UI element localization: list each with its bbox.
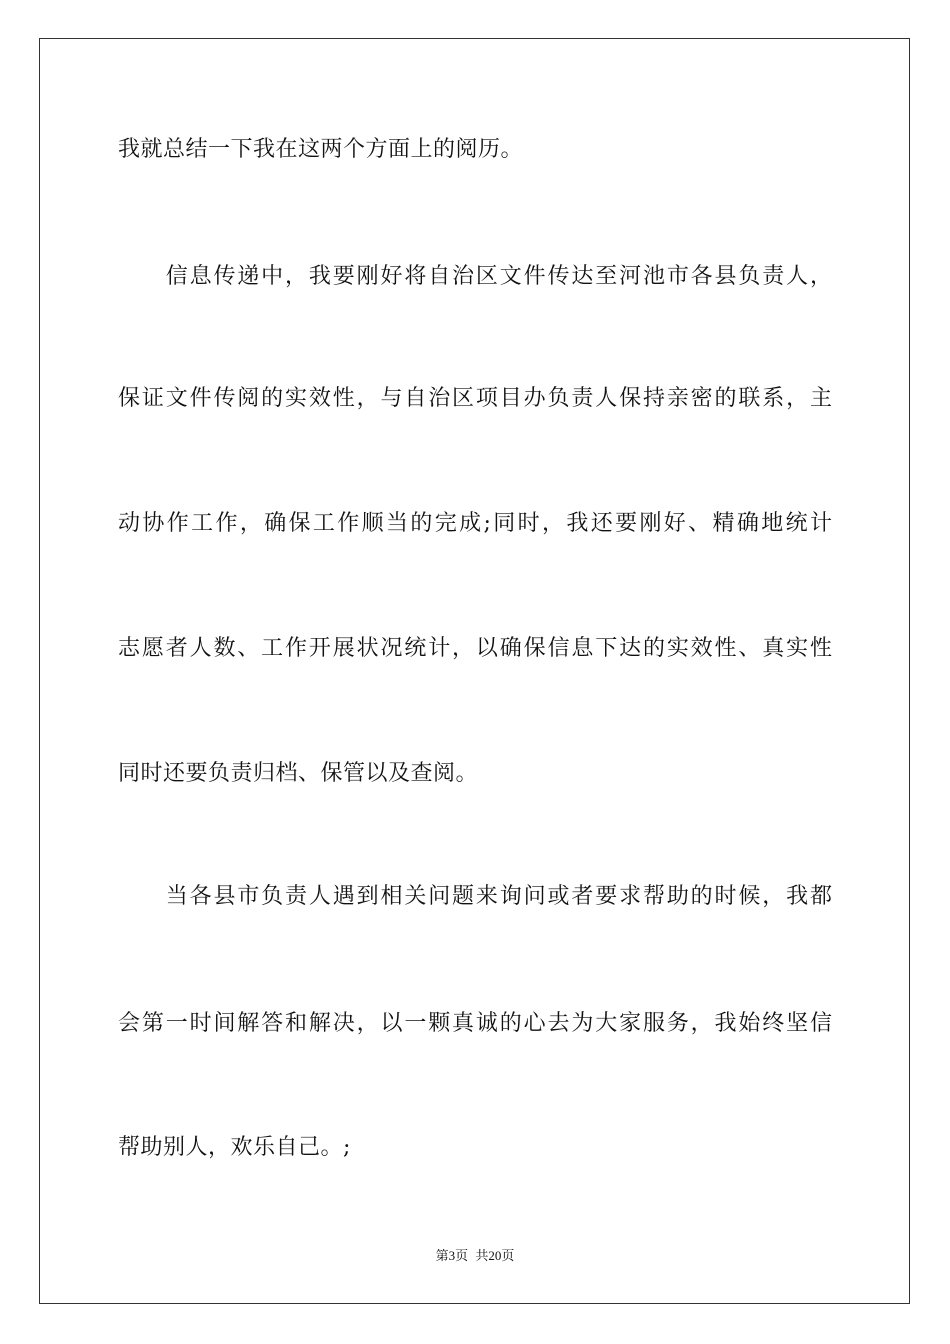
- page-footer: [0, 1247, 950, 1265]
- paragraph-line-1: 我就总结一下我在这两个方面上的阅历。: [118, 137, 524, 162]
- paragraph-line-6: 同时还要负责归档、保管以及查阅。: [118, 761, 479, 786]
- page-number: 第3页: [435, 1248, 469, 1263]
- paragraph-line-5: 志愿者人数、工作开展状况统计，以确保信息下达的实效性、真实性: [118, 636, 832, 661]
- paragraph-line-8: 会第一时间解答和解决，以一颗真诚的心去为大家服务，我始终坚信: [118, 1011, 832, 1036]
- page-border: [39, 38, 910, 1304]
- paragraph-line-7: 当各县市负责人遇到相关问题来询问或者要求帮助的时候，我都: [118, 884, 832, 909]
- paragraph-line-9: 帮助别人，欢乐自己。;: [118, 1135, 351, 1160]
- paragraph-line-4: 动协作工作，确保工作顺当的完成;同时，我还要刚好、精确地统计: [118, 511, 832, 536]
- total-pages: 共20页: [475, 1248, 515, 1263]
- paragraph-line-2: 信息传递中，我要刚好将自治区文件传达至河池市各县负责人，: [118, 264, 832, 289]
- paragraph-line-3: 保证文件传阅的实效性，与自治区项目办负责人保持亲密的联系，主: [118, 386, 832, 411]
